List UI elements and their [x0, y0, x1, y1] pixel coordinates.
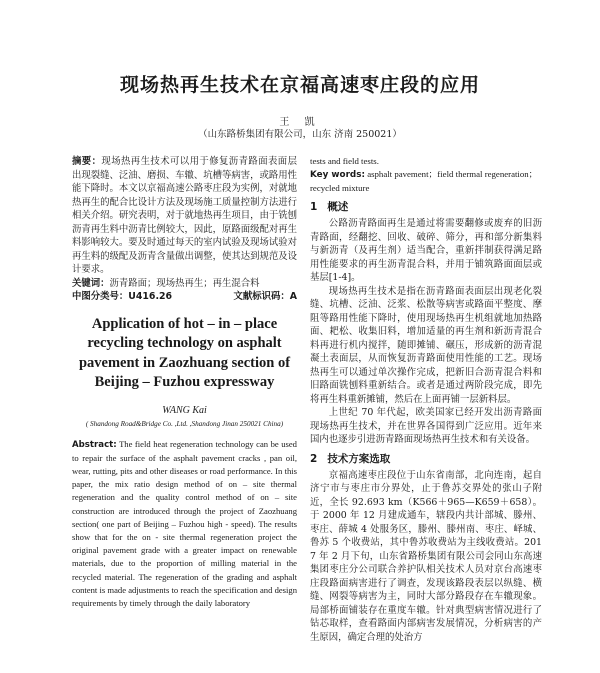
keywords-en-label: Key words: [310, 170, 365, 180]
section-1-paragraph-3: 上世纪 70 年代起，欧美国家已经开发出沥青路面现场热再生技术，并在世界各国得到广泛应用。近年来国内也逐步引进沥青路面现场热再生技术和有关设备。 [310, 407, 542, 445]
abstract-en-continued: tests and field tests. [310, 156, 379, 166]
section-2-number: 2 [310, 452, 318, 465]
left-column [72, 155, 297, 610]
right-column [310, 155, 542, 644]
section-1-number: 1 [310, 201, 318, 213]
keywords-en [310, 168, 542, 195]
abstract-cn-text: 现场热再生技术可以用于修复沥青路面表面层出现裂缝、泛油、磨损、车辙、坑槽等病害，或路用性能下降时。本文以京福高速公路枣庄段为实例，对就地热再生的配合比设计方法及现场施工质量控制方法进行相关介绍。研究表明，对于就地热再生项目，由于铣刨沥青再生料中沥青比例较大，因此，原路面级配对再生料影响较大。要及时通过每天的室内试验及现场试验对再生料的级配及沥青含量做出调整，使其达到规范及设计要求。 [72, 156, 298, 275]
doc-value: A [289, 290, 297, 302]
abstract-en-label: Abstract: [72, 439, 117, 450]
section-1-title: 概述 [327, 201, 349, 213]
clc-value: U416.26 [128, 290, 173, 302]
clc-label: 中图分类号： [72, 290, 129, 302]
clc-number [72, 290, 172, 303]
paper-title-en: Application of hot – in – place recycling technology on asphalt pavement in Zaozhuang section of Beijing – Fuzhou expressway [78, 315, 291, 390]
section-1-paragraph-2: 现场热再生技术是指在沥青路面表面层出现老化裂缝、坑槽、泛油、泛浆、松散等病害或路面平整度、摩阻等路用性能下降时，使用现场热再生机组就地加热路面、耙松、收集旧料，增加适量的再生剂和新沥青混合料再进行机内搅拌，随即摊铺、碾压，形成新的沥青混凝土表面层，从而恢复沥青路面使用性能的工艺。现场热再生可以通过单次操作完成，把新旧合沥青混合料和旧路面铣刨料重新结合。或者是通过两阶段完成，即先将再生料重新摊铺，然后在上面再铺一层新料层。 [310, 285, 542, 405]
classification-row [72, 290, 297, 303]
author-en: WANG Kai [162, 404, 207, 416]
author-cn: 王 凯 [279, 117, 321, 128]
abstract-cn [72, 155, 297, 277]
keywords-en-text: asphalt pavement；field thermal regeneration；recycled mixture [310, 169, 538, 193]
section-2-heading [310, 451, 542, 466]
abstract-cn-label: 摘要： [72, 156, 102, 167]
keywords-cn-label: 关键词： [72, 277, 110, 289]
keywords-cn [72, 277, 297, 290]
paper-title-cn: 现场热再生技术在京福高速枣庄段的应用 [119, 74, 480, 96]
section-1-paragraph-1: 公路沥青路面再生是通过将需要翻修或废弃的旧沥青路面，经翻挖、回收、破碎、筛分，再和部分新集料与新沥青（及再生剂）适当配合，重新拌制获得满足路用性能要求的再生沥青混合料，并用于铺筑路面面层或基层[1-4]。 [310, 218, 542, 283]
section-2-title: 技术方案选取 [327, 452, 391, 465]
doc-code [233, 290, 297, 303]
affiliation-cn: （山东路桥集团有限公司，山东 济南 250021） [198, 129, 402, 140]
section-2-paragraph-1: 京福高速枣庄段位于山东省南部，北向连南，起自济宁市与枣庄市分界处，止于鲁苏交界处的张山子附近，全长 92.693 km（K566＋965—K659＋658）。于 2000 年 12 月建成通车，辖段内共计部城、滕州、枣庄、薛城 4 处服务区，滕州、滕州南、枣庄、峄城、鲁苏 5 个收费站，其中鲁苏收费站为主线收费站。2017 年 2 月下旬，山东省路桥集团有限公司会同山东高速集团枣庄分公司联合养护队相关技术人员对京台高速枣庄段路面病害进行了调查，发现该路段表层以纵缝、横缝、网裂等病害为主，同时大部分路段存在车辙现象。局部桥面铺装存在重度车辙。针对典型病害情况进行了钻芯取样，查看路面内部病害发展情况，分析病害的产生原因，确定合理的处治方 [310, 469, 542, 643]
affiliation-en: ( Shandong Road&Bridge Co. ,Ltd. ,Shandong Jinan 250021 China) [85, 419, 284, 428]
section-1-heading [310, 199, 542, 214]
abstract-en [72, 438, 297, 611]
keywords-cn-text: 沥青路面；现场热再生；再生混合料 [109, 277, 260, 289]
doc-label: 文献标识码： [233, 290, 290, 302]
abstract-en-text: The field heat regeneration technology can be used to repair the surface of the asphalt pavement cracks , pan oil, wear, rutting, pits and other diseases or road performance. In this paper, the mix ratio design method of on – site thermal regeneration and the quality control method of on – site construction are introduced through the project of Zaozhuang section( one part of Beijing – Fuzhou high - speed). The results show that for the on - site thermal regeneration project the original pavement grade with a greater impact on renewable materials, due to the proportion of milling material in the recycled material. The regeneration of the grading and asphalt content is made adjustments to reach the specification and design requirements by timely through the daily laboratory [72, 438, 297, 608]
